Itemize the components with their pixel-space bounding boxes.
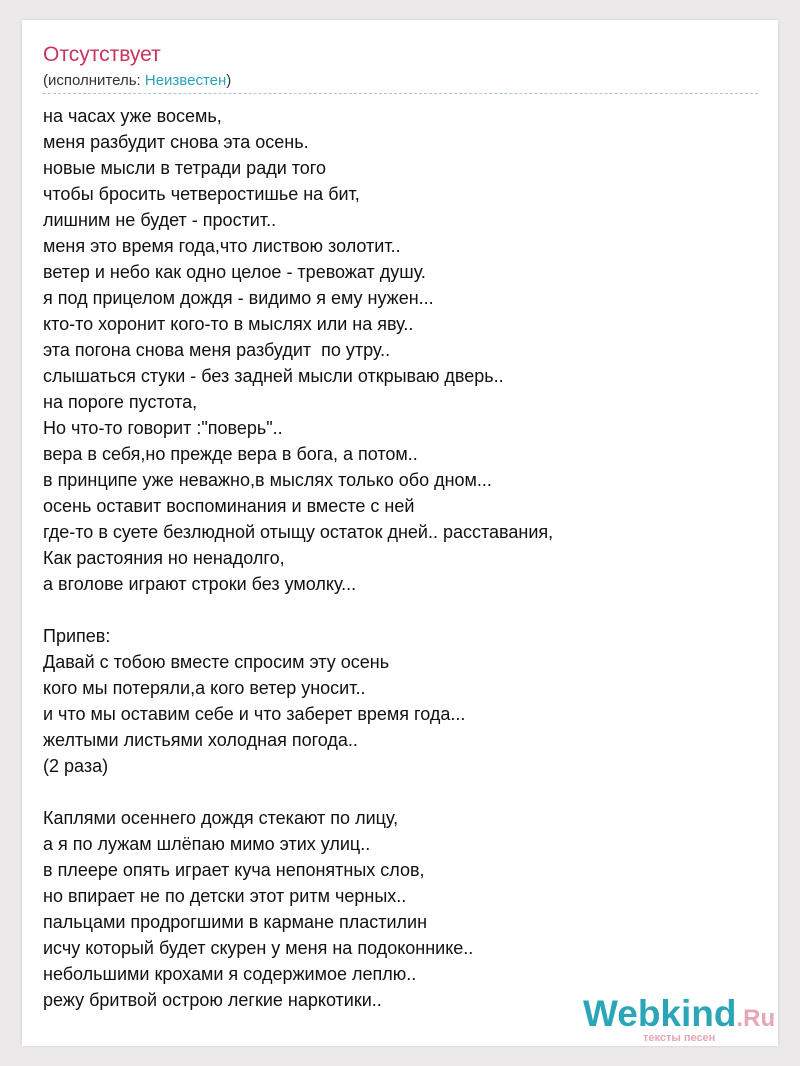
song-title: Отсутствует bbox=[43, 43, 161, 66]
lyric-line: на пороге пустота, bbox=[43, 392, 198, 412]
lyric-line: исчу который будет скурен у меня на подоконнике.. bbox=[43, 938, 474, 958]
lyric-line: Давай с тобою вместе спросим эту осень bbox=[43, 652, 390, 672]
lyric-line: меня это время года,что листвою золотит.. bbox=[43, 236, 401, 256]
lyric-line: небольшими крохами я содержимое леплю.. bbox=[43, 964, 417, 984]
lyric-line: ветер и небо как одно целое - тревожат душу. bbox=[43, 262, 426, 282]
lyric-line: в принципе уже неважно,в мыслях только обо дном... bbox=[43, 470, 492, 490]
artist-suffix: ) bbox=[226, 72, 232, 89]
lyric-line: кто-то хоронит кого-то в мыслях или на яву.. bbox=[43, 314, 414, 334]
lyric-line: я под прицелом дождя - видимо я ему нужен... bbox=[43, 288, 434, 308]
lyric-line: меня разбудит снова эта осень. bbox=[43, 132, 309, 152]
lyric-line: желтыми листьями холодная погода.. bbox=[43, 730, 358, 750]
lyric-line: вера в себя,но прежде вера в бога, а потом.. bbox=[43, 444, 418, 464]
lyric-line: а я по лужам шлёпаю мимо этих улиц.. bbox=[43, 834, 371, 854]
lyrics-card bbox=[22, 20, 778, 1046]
lyric-line: пальцами продрогшими в кармане пластилин bbox=[43, 912, 428, 932]
lyric-line: Каплями осеннего дождя стекают по лицу, bbox=[43, 808, 399, 828]
lyric-line: и что мы оставим себе и что заберет время года... bbox=[43, 704, 466, 724]
lyric-line: осень оставит воспоминания и вместе с ней bbox=[43, 496, 415, 516]
lyric-blank-line bbox=[43, 597, 758, 623]
lyric-blank-line bbox=[43, 779, 758, 805]
artist-line bbox=[43, 72, 231, 90]
lyric-line: кого мы потеряли,а кого ветер уносит.. bbox=[43, 678, 366, 698]
logo-tagline: тексты песен bbox=[643, 1032, 716, 1044]
artist-prefix: (исполнитель: bbox=[43, 72, 145, 89]
lyric-line: где-то в суете безлюдной отыщу остаток дней.. расставания, bbox=[43, 522, 554, 542]
lyric-line: но впирает не по детски этот ритм черных.. bbox=[43, 886, 407, 906]
artist-link[interactable]: Неизвестен bbox=[144, 72, 227, 89]
lyrics-text bbox=[43, 103, 758, 1013]
title-divider bbox=[43, 93, 758, 94]
lyric-line: чтобы бросить четверостишье на бит, bbox=[43, 184, 360, 204]
lyric-line: слышаться стуки - без задней мысли открываю дверь.. bbox=[43, 366, 504, 386]
lyric-line: лишним не будет - простит.. bbox=[43, 210, 277, 230]
lyric-line: эта погона снова меня разбудит по утру.. bbox=[43, 340, 391, 360]
lyric-line: на часах уже восемь, bbox=[43, 106, 222, 126]
site-logo[interactable] bbox=[583, 992, 778, 1048]
lyric-line: режу бритвой острою легкие наркотики.. bbox=[43, 990, 382, 1010]
logo-tld: .Ru bbox=[736, 1005, 776, 1032]
logo-brand: Webkind bbox=[583, 993, 737, 1034]
lyric-line: новые мысли в тетради ради того bbox=[43, 158, 326, 178]
lyric-line: Как растояния но ненадолго, bbox=[43, 548, 285, 568]
lyric-line: Припев: bbox=[43, 626, 111, 646]
lyric-line: Но что-то говорит :"поверь".. bbox=[43, 418, 283, 438]
lyric-line: (2 раза) bbox=[43, 756, 109, 776]
lyric-line: в плеере опять играет куча непонятных слов, bbox=[43, 860, 425, 880]
lyric-line: а вголове играют строки без умолку... bbox=[43, 574, 357, 594]
